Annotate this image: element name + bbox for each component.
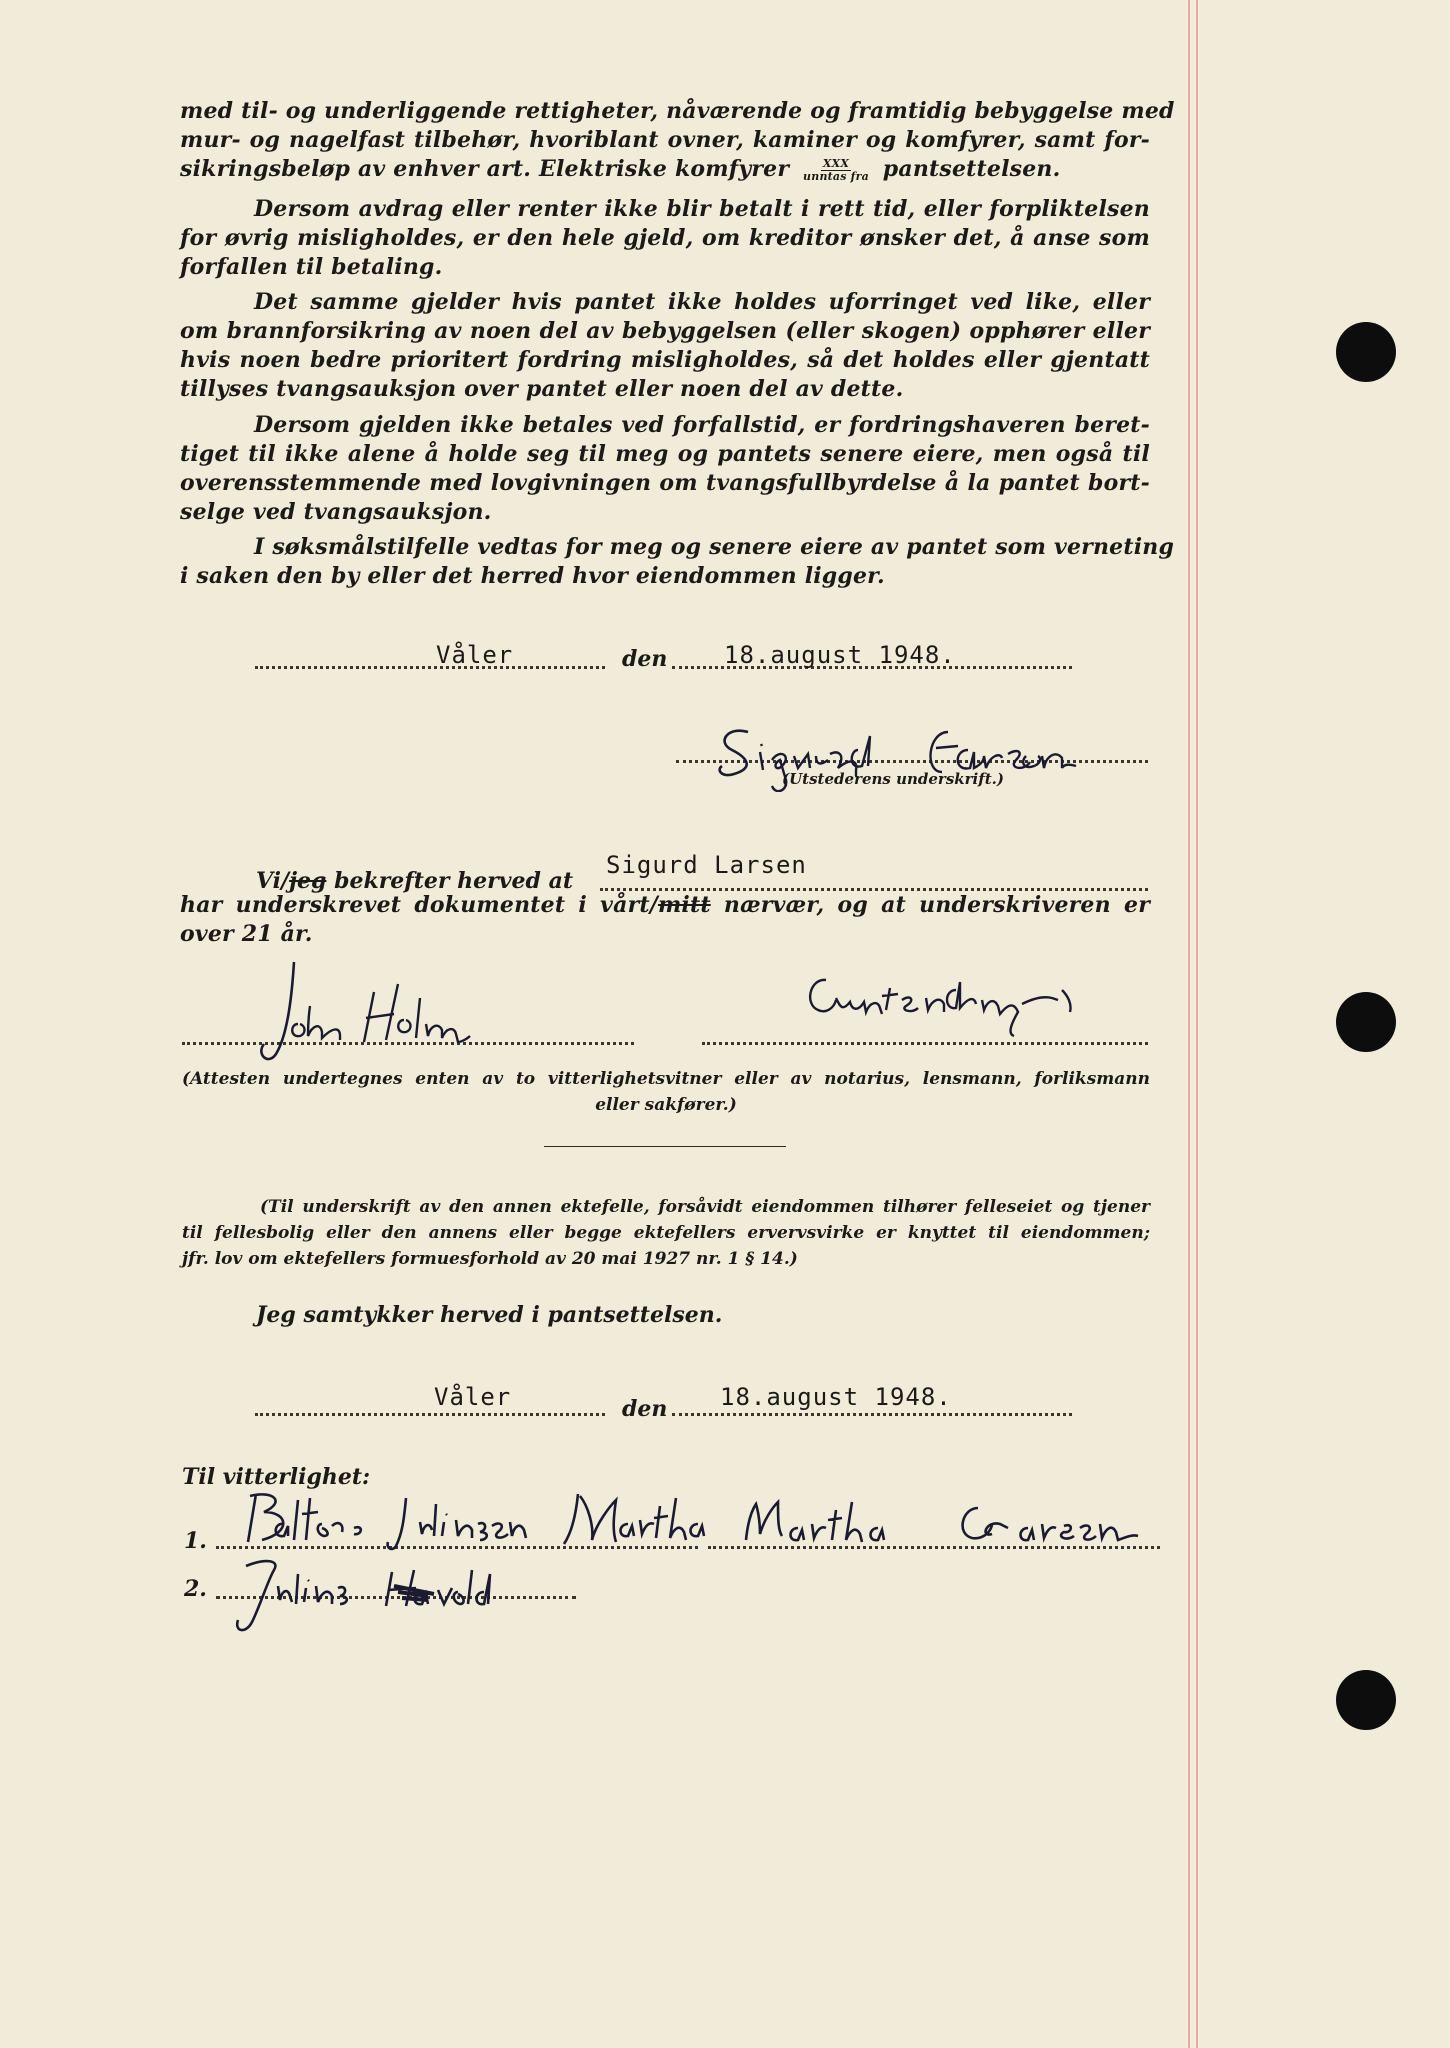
text-line: om brannforsikring av noen del av bebyggelsen (eller skogen) opphører eller bbox=[180, 318, 1150, 344]
text-line: Dersom avdrag eller renter ikke blir betalt i rett tid, eller forpliktelsen bbox=[254, 196, 1150, 222]
text-line: for øvrig misligholdes, er den hele gjeld, om kreditor ønsker det, å anse som bbox=[180, 225, 1150, 251]
consent-text: Jeg samtykker herved i pantsettelsen. bbox=[256, 1302, 723, 1328]
struck-mitt: mitt bbox=[657, 892, 711, 918]
spouse-signature bbox=[728, 1494, 1188, 1554]
spouse-note bbox=[182, 1194, 1150, 1272]
confirm-line2-b: nærvær, og at underskriveren er bbox=[710, 892, 1150, 918]
margin-rule-line bbox=[1196, 0, 1198, 2048]
pantsettelsen-text: pantsettelsen. bbox=[882, 156, 1061, 182]
punch-hole bbox=[1336, 992, 1396, 1052]
date-text: 18.august 1948. bbox=[720, 1383, 952, 1411]
place-text: Våler bbox=[434, 1383, 512, 1411]
date-text: 18.august 1948. bbox=[724, 641, 956, 669]
margin-rule-line bbox=[1188, 0, 1190, 2048]
den-label: den bbox=[622, 1396, 668, 1422]
punch-hole bbox=[1336, 1670, 1396, 1730]
confirm-name: Sigurd Larsen bbox=[606, 851, 807, 879]
text-line: i saken den by eller det herred hvor eiendommen ligger. bbox=[180, 563, 885, 589]
text-line: forfallen til betaling. bbox=[180, 254, 443, 280]
confirm-line2-a: har underskrevet dokumentet i vårt/ bbox=[180, 892, 658, 918]
text-line bbox=[180, 155, 1150, 184]
fraction-top: XXX bbox=[822, 156, 850, 170]
text-line: tillyses tvangsauksjon over pantet eller noen del av dette. bbox=[180, 376, 904, 402]
text-line: over 21 år. bbox=[180, 921, 313, 947]
witness-2-signature bbox=[216, 1552, 616, 1642]
confirm-mid: bekrefter herved at bbox=[326, 868, 573, 894]
confirm-prefix: Vi/ bbox=[256, 868, 290, 894]
separator-rule bbox=[544, 1146, 786, 1147]
intro-paragraph bbox=[180, 97, 1175, 184]
text-line: hvis noen bedre prioritert fordring misligholdes, så det holdes eller gjentatt bbox=[180, 347, 1150, 373]
witness-a-signature bbox=[258, 954, 518, 1074]
text-line: til fellesbolig eller den annens eller begge ektefellers ervervsvirke er knyttet til eiendommen; bbox=[182, 1223, 1150, 1243]
text-line: I søksmålstilfelle vedtas for meg og senere eiere av pantet som verneting bbox=[254, 534, 1175, 560]
struck-jeg: jeg bbox=[289, 868, 327, 894]
komfyr-fraction bbox=[803, 158, 869, 183]
issuer-signature-label: (Utstederens underskrift.) bbox=[782, 770, 1004, 788]
witness-number: 2. bbox=[184, 1576, 207, 1602]
witness-number: 1. bbox=[184, 1528, 207, 1554]
text-line: (Attesten undertegnes enten av to vitterlighetsvitner eller av notarius, lensmann, forliksmann bbox=[182, 1069, 1150, 1089]
attest-note bbox=[182, 1066, 1150, 1118]
witness-title: Til vitterlighet: bbox=[182, 1464, 371, 1490]
komfyr-text: sikringsbeløp av enhver art. Elektriske komfyrer bbox=[180, 156, 790, 182]
text-line: (Til underskrift av den annen ektefelle, forsåvidt eiendommen tilhører felleseiet og tjener bbox=[260, 1197, 1150, 1217]
text-line bbox=[180, 891, 1150, 920]
enforcement-paragraph bbox=[180, 411, 1150, 527]
dotted-line bbox=[255, 1413, 605, 1416]
place-text: Våler bbox=[436, 641, 514, 669]
witness-b-signature bbox=[806, 970, 1146, 1040]
text-line: Dersom gjelden ikke betales ved forfallstid, er fordringshaveren beret- bbox=[254, 412, 1150, 438]
text-line: overensstemmende med lovgivningen om tvangsfullbyrdelse å la pantet bort- bbox=[180, 470, 1150, 496]
default-paragraph bbox=[180, 195, 1150, 282]
dotted-line bbox=[672, 1413, 1072, 1416]
text-line: tiget til ikke alene å holde seg til meg og pantets senere eiere, men også til bbox=[180, 441, 1150, 467]
text-line: Det samme gjelder hvis pantet ikke holdes uforringet ved like, eller bbox=[254, 289, 1150, 315]
venue-paragraph bbox=[180, 533, 1175, 591]
dotted-line bbox=[702, 1042, 1148, 1045]
den-label: den bbox=[622, 646, 668, 672]
text-line: eller sakfører.) bbox=[595, 1095, 737, 1115]
text-line: mur- og nagelfast tilbehør, hvoriblant ovner, kaminer og komfyrer, samt for- bbox=[180, 127, 1150, 153]
punch-hole bbox=[1336, 322, 1396, 382]
text-line: selge ved tvangsauksjon. bbox=[180, 499, 492, 525]
text-line: med til- og underliggende rettigheter, nåværende og framtidig bebyggelse med bbox=[180, 98, 1175, 124]
damage-paragraph bbox=[180, 288, 1150, 404]
confirm-continuation bbox=[180, 891, 1150, 949]
text-line: jfr. lov om ektefellers formuesforhold av 20 mai 1927 nr. 1 § 14.) bbox=[182, 1249, 798, 1269]
fraction-bottom: unntas fra bbox=[803, 169, 869, 183]
dotted-line bbox=[255, 666, 605, 669]
witness-1-signature bbox=[236, 1484, 706, 1554]
